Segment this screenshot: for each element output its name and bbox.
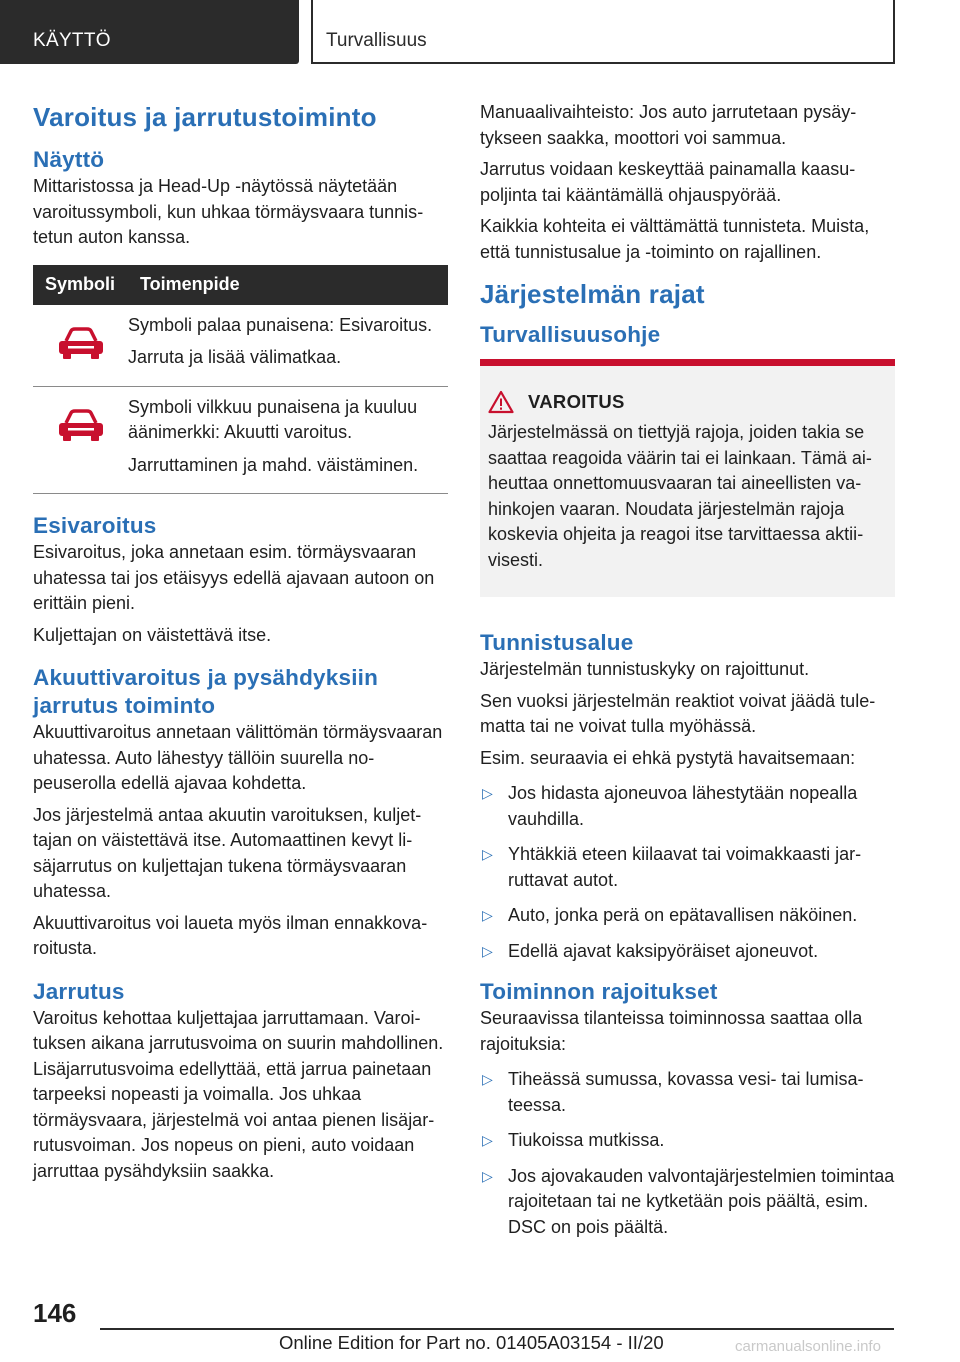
triangle-bullet-icon: ▷ [482,942,493,959]
list-item: ▷ Auto, jonka perä on epätavallisen näköinen. [480,903,895,929]
list-item: ▷ Jos hidasta ajoneuvoa lähestytään nopealla vauhdilla. [482,783,858,829]
action-text: Symboli vilkkuu punaisena ja kuuluu äänimerkki: Akuutti varoitus. [128,396,418,442]
tunnistusalue-text: Sen vuoksi järjestelmän reaktiot voivat jäädä tulematta tai ne voivat tulla myöhässä. [480,690,876,736]
table-row [33,305,448,387]
car-warning-icon [56,327,106,361]
triangle-bullet-icon: ▷ [482,785,493,801]
rajoitukset-text: Seuraavissa tilanteissa toiminnossa saattaa olla rajoituksia: [480,1008,863,1054]
body-text: Jarrutus voidaan keskeyttää painamalla kaasupoljinta tai kääntämällä ohjauspyörää. [480,159,856,205]
table-row [33,386,448,494]
list-item: ▷ Yhtäkkiä eteen kiilaavat tai voimakkaasti jarruttavat autot. [482,844,862,890]
warning-header [488,390,881,414]
left-column [33,100,448,1190]
triangle-bullet-icon: ▷ [482,907,493,923]
list-item: ▷ Edellä ajavat kaksipyöräiset ajoneuvot. [480,939,895,965]
tunnistusalue-text: Esim. seuraavia ei ehkä pystytä havaitsemaan: [480,747,856,768]
warning-triangle-icon [488,390,514,414]
triangle-bullet-icon: ▷ [482,1071,493,1087]
akuutti-text: Akuuttivaroitus annetaan välittömän törmäysvaaran uhatessa. Auto lähestyy tällöin suurella nopeuserolla edellä ajavaa kohdetta. [33,722,443,793]
header-section-label: KÄYTTÖ [33,30,111,51]
list-item: ▷ Tiheässä sumussa, kovassa vesi- tai lumisateessa. [482,1069,864,1115]
rajoitukset-list [480,1067,895,1240]
footer-divider [100,1328,894,1330]
esivaroitus-text: Esivaroitus, joka annetaan esim. törmäysvaaran uhatessa tai jos etäisyys edellä ajavaan autoon on erittäin pieni. [33,542,435,613]
akuutti-text: Jos järjestelmä antaa akuutin varoituksen, kuljettajan on väistettävä itse. Automaattinen kevyt lisäjarrutus on kuljettajan tukena törmäysvaaran uhatessa. [33,804,422,901]
car-warning-icon [56,409,106,443]
col-header-symboli: Symboli [33,265,128,305]
heading-tunnistusalue: Tunnistusalue [480,630,634,655]
header-chapter-label: Turvallisuus [326,30,427,51]
action-text: Symboli palaa punaisena: Esivaroitus. [128,314,433,335]
heading-jarrutus: Jarrutus [33,978,125,1004]
warning-box [480,359,895,597]
header-chapter-tab [311,0,895,64]
list-item: ▷ Jos ajovakauden valvontajärjestelmien toimintaa rajoitetaan tai ne kytketään pois päältä, esim. DSC on pois päältä. [482,1165,895,1237]
action-cell [128,305,448,387]
col-header-toimenpide: Toimenpide [128,265,448,305]
tunnistusalue-text: Järjestelmän tunnistuskyky on rajoittunut. [480,659,810,679]
symbol-table-header [33,265,448,305]
heading-toiminnon-rajoitukset: Toiminnon rajoitukset [480,979,718,1004]
body-text: Manuaalivaihteisto: Jos auto jarrutetaan pysäytykseen saakka, moottori voi sammua. [480,102,857,148]
warning-title: VAROITUS [528,391,625,412]
list-item: ▷ Tiukoissa mutkissa. [480,1128,895,1154]
triangle-bullet-icon: ▷ [482,1167,493,1184]
body-text: Kaikkia kohteita ei välttämättä tunnisteta. Muista, että tunnistusalue ja -toiminto on rajallinen. [480,216,870,262]
edition-text: Online Edition for Part no. 01405A03154 - II/20 [279,1332,664,1353]
heading-turvallisuusohje: Turvallisuusohje [480,322,661,347]
warning-text: Järjestelmässä on tiettyjä rajoja, joiden takia se saattaa reagoida väärin tai ei lainkaan. Tämä aiheuttaa onnettomuusvaaran tai aineellisten vahinkojen vaaran. Noudata järjestelmän rajoja koskevia ohjeita ja reagoi itse tarvittaessa aktiivisesti. [488,422,872,570]
page-number: 146 [33,1298,77,1328]
heading-naytto: Näyttö [33,147,105,172]
action-text: Jarruta ja lisää välimatkaa. [128,347,342,367]
akuutti-text: Akuuttivaroitus voi laueta myös ilman ennakkovaroitusta. [33,912,428,958]
header-section-tab [0,0,299,64]
triangle-bullet-icon: ▷ [482,1132,493,1148]
action-text: Jarruttaminen ja mahd. väistäminen. [128,454,419,475]
section-title-rajat: Järjestelmän rajat [480,279,705,309]
heading-akuuttivaroitus: Akuuttivaroitus ja pysähdyksiin jarrutus toiminto [33,665,379,718]
naytto-text: Mittaristossa ja Head-Up -näytössä näytetään varoitussymboli, kun uhkaa törmäysvaara tunnistetun auton kanssa. [33,176,424,247]
action-cell [128,386,448,494]
right-column [480,100,895,1250]
symbol-cell [33,305,128,387]
watermark: carmanualsonline.info [735,1338,881,1355]
symbol-table [33,265,448,495]
page-header [0,0,960,66]
jarrutus-text: Varoitus kehottaa kuljettajaa jarruttamaan. Varoituksen aikana jarrutusvoima on suurin mahdollinen. Lisäjarrutusvoima edellyttää, että jarrua painetaan tarpeeksi nopeasti ja voimalla. Jos uhkaa törmäysvaara, järjestelmä voi antaa pienen lisäjarrutusvoiman. Jos nopeus on pieni, auto voidaan jarruttaa pysähdyksiin saakka. [33,1007,444,1181]
tunnistusalue-list [480,781,895,964]
esivaroitus-text: Kuljettajan on väistettävä itse. [33,624,272,645]
triangle-bullet-icon: ▷ [482,846,493,862]
symbol-cell [33,386,128,494]
heading-esivaroitus: Esivaroitus [33,513,157,538]
section-title-varoitus: Varoitus ja jarrutustoiminto [33,102,377,132]
